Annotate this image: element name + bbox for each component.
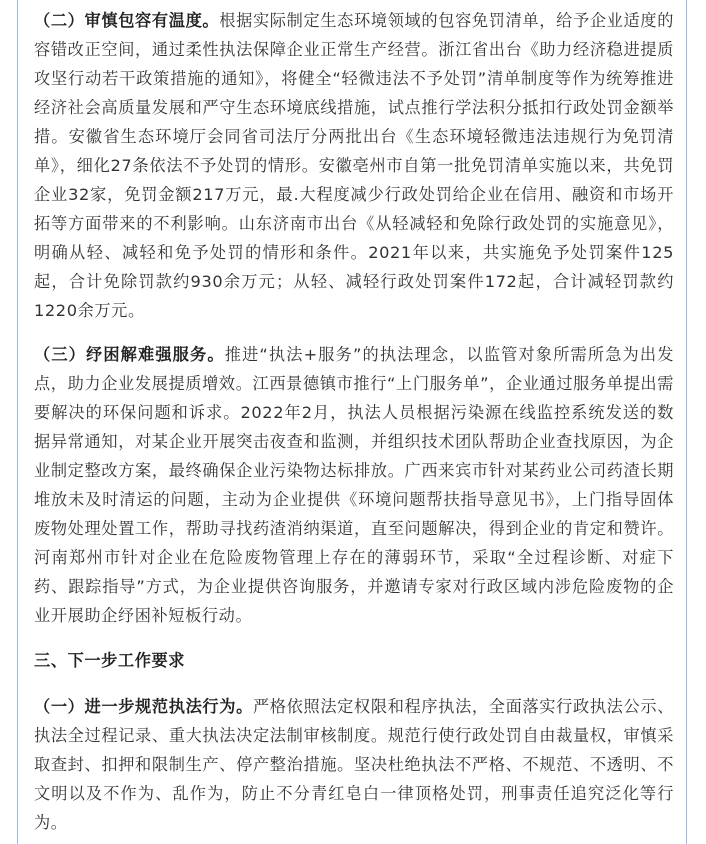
paragraph-text: 根据实际制定生态环境领域的包容免罚清单，给予企业适度的容错改正空间，通过柔性执法保障企业正常生产经营。浙江省出台《助力经济稳进提质攻坚行动若干政策措施的通知》，将健全“轻微违法不予处罚”清单制度等作为统筹推进经济社会高质量发展和严守生态环境底线措施，试点推行学法积分抵扣行政处罚金额举措。安徽省生态环境厅会同省司法厅分两批出台《生态环境轻微违法违规行为免罚清单》，细化27条依法不予处罚的情形。安徽亳州市自第一批免罚清单实施以来，共免罚企业32家，免罚金额217万元，最.大程度减少行政处罚给企业在信用、融资和市场开拓等方面带来的不利影响。山东济南市出台《从轻减轻和免除行政处罚的实施意见》，明确从轻、减轻和免予处罚的情形和条件。2021年以来，共实施免予处罚案件125起，合计免除罚款约930余万元；从轻、减轻行政处罚案件172起，合计减轻罚款约1220余万元。	[34, 11, 674, 320]
paragraph-lead: （一）进一步规范执法行为。	[34, 697, 253, 716]
paragraph-relief-service	[34, 340, 674, 630]
paragraph-text: 推进“执法+服务”的执法理念，以监管对象所需所急为出发点，助力企业发展提质增效。江西景德镇市推行“上门服务单”，企业通过服务单提出需要解决的环保问题和诉求。2022年2月，执法人员根据污染源在线监控系统发送的数据异常通知，对某企业开展突击夜查和监测，并组织技术团队帮助企业查找原因，为企业制定整改方案，最终确保企业污染物达标排放。广西来宾市针对某药业公司药渣长期堆放未及时清运的问题，主动为企业提供《环境问题帮扶指导意见书》，上门指导固体废物处理处置工作，帮助寻找药渣消纳渠道，直至问题解决，得到企业的肯定和赞许。河南郑州市针对企业在危险废物管理上存在的薄弱环节，采取“全过程诊断、对症下药、跟踪指导”方式，为企业提供咨询服务，并邀请专家对行政区域内涉危险废物的企业开展助企纾困补短板行动。	[34, 345, 674, 625]
paragraph-prudent-tolerance	[34, 6, 674, 325]
paragraph-standardize-enforcement	[34, 692, 674, 837]
paragraph-text: 严格依照法定权限和程序执法，全面落实行政执法公示、执法全过程记录、重大执法决定法制审核制度。规范行使行政处罚自由裁量权，审慎采取查封、扣押和限制生产、停产整治措施。坚决杜绝执法不严格、不规范、不透明、不文明以及不作为、乱作为，防止不分青红皂白一律顶格处罚，刑事责任追究泛化等行为。	[34, 697, 674, 832]
article-body	[34, 6, 674, 837]
section-heading: 三、下一步工作要求	[34, 651, 186, 670]
paragraph-lead: （二）审慎包容有温度。	[34, 11, 220, 30]
paragraph-lead: （三）纾困解难强服务。	[34, 345, 225, 364]
